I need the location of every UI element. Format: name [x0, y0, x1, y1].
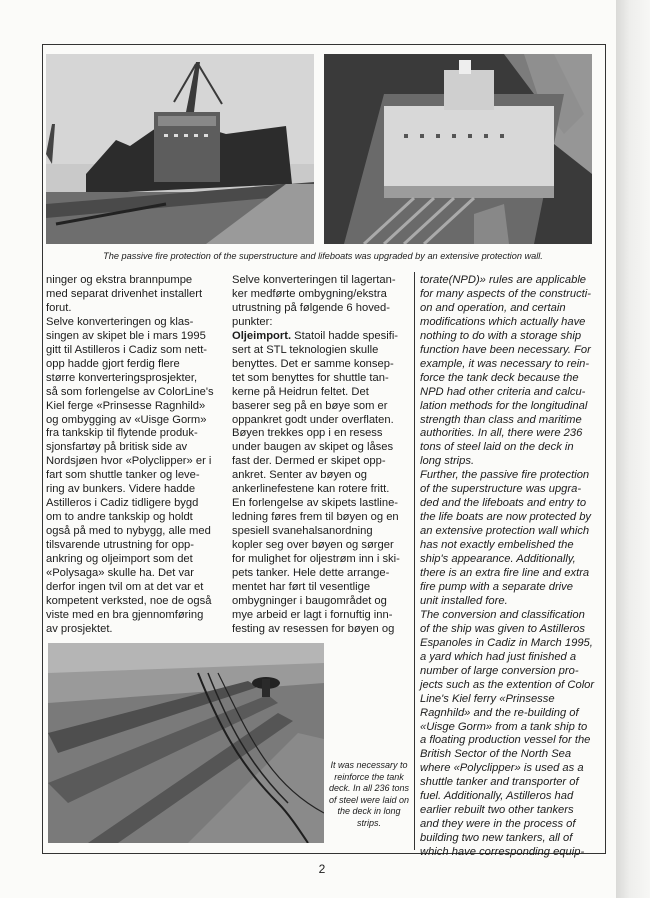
column-1-text: ninger og ekstra brannpumpe med separat drivenhet installert forut. Selve konverteringen og klas- singen av skipet ble i mars 1995 gitt til Astilleros i Cadiz som nett- opp hadde gjort ferdig flere større konverteringsprosjekter, så som forlengelse av ColorLine's Kiel ferge «Prinsesse Ragnhild» og ombygging av «Uisge Gorm» fra tankskip til flytende produk- sjonsfartøy på britisk side av Nordsjøen hvor «Polyclipper» er i fart som shuttle tanker og leve- ring av bunkers. Videre hadde Astilleros i Cadiz tidligere bygd om to andre tankskip og holdt også på med to nybygg, alle med tilsvarende utrustning for opp- ankring og oljeimport som det «Polysaga» skulle ha. Det var derfor ingen tvil om at det var et kompetent verksted, noe de også viste med en bra gjennomføring av prosjektet.	[46, 274, 214, 635]
section-heading-oljeimport: Oljeimport.	[232, 329, 292, 342]
caption-top-photos: The passive fire protection of the superstructure and lifeboats was upgraded by an extensive protection wall.	[103, 251, 543, 261]
photo-superstructure-crane	[46, 54, 314, 244]
photo-ship-aerial	[324, 54, 592, 244]
column-3-paragraph-3: The conversion and classification of the ship was given to Astilleros Espanoles in Cadiz in March 1995, a yard which had just finished a number of large conversion pro- jects such as the extention of Color Line's Kiel ferry «Prinsesse Ragnhild» and the re-building of «Uisge Gorm» from a tank ship to a floating production vessel for the British Sector of the North Sea where «Polyclipper» is used as a shuttle tanker and transporter of fuel. Additionally, Astilleros had earlier rebuilt two other tankers and they were in the process of building two new tankers, all of which have corresponding equip-	[420, 608, 595, 859]
column-3-paragraph-2: Further, the passive fire protection of the superstructure was upgra- ded and the lifeboats and entry to the life boats are now protected by an extensive protection wall which has not exactly embelished the ship's appearance. Additionally, there is an extra fire line and extra fire pump with a separate drive unit installed fore.	[420, 469, 592, 607]
caption-tank-deck: It was necessary to reinforce the tank deck. In all 236 tons of steel were laid on the deck in long strips.	[328, 760, 410, 828]
page-edge-shadow	[616, 0, 650, 898]
photo-tank-deck	[48, 643, 324, 843]
column-2-text	[232, 274, 410, 637]
column-3-paragraph-1: torate(NPD)» rules are applicable for many aspects of the constructi- on and operation, and certain modifications which actually have nothing to do with a storage ship function have been necessary. For example, it was necessary to rein- force the tank deck because the NPD had other criteria and calcu- lation methods for the longitudinal strength than class and maritime authorities. In all, there were 236 tons of steel laid on the deck in long strips.	[420, 274, 591, 468]
column-2-intro: Selve konverteringen til lagertan- ker medførte ombygning/ekstra utrustning på følgende 6 hoved- punkter:	[232, 274, 396, 328]
column-divider	[414, 272, 415, 850]
page-number: 2	[318, 862, 326, 876]
column-2-body: Statoil hadde spesifi- sert at STL teknologien skulle benyttes. Det er samme konsep- tet som benyttes for shuttle tan- kerne på Heidrun feltet. Det baserer seg på en bøye som er oppankret godt under overflaten. Bøyen trekkes opp i en resess under baugen av skipet og låses fast der. Dermed er skipet opp- ankret. Senter av bøyen og ankerlinefestene kan rotere fritt. En forlengelse av skipets lastline- ledning føres frem til bøyen og en spesiell svanehalsanordning kopler seg over bøyen og sørger for mulighet for oljestrøm inn i ski- pets tanker. Hele dette arrange- mentet har ført til vesentlige ombygninger i baugområdet og mye arbeid er lagt i fornuftig inn- festing av resessen for bøyen og	[232, 329, 400, 635]
column-3-english-text	[420, 274, 602, 860]
